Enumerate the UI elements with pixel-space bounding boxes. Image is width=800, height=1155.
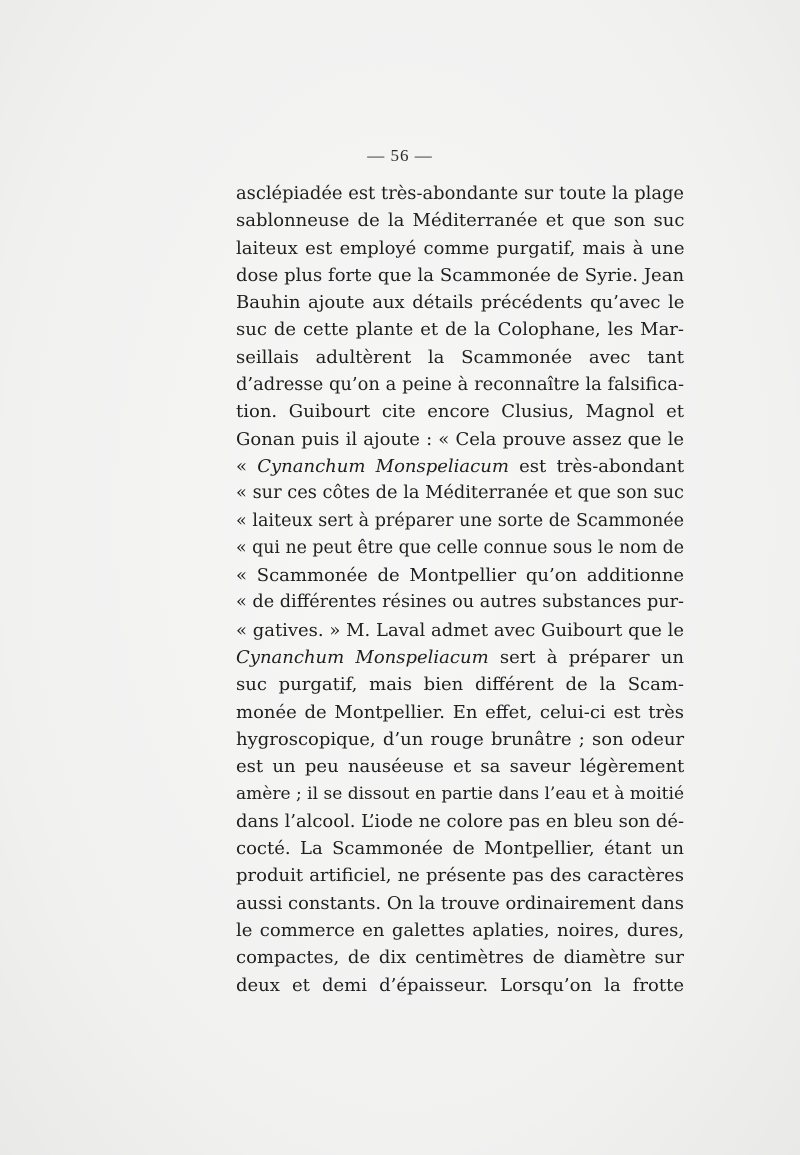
text-segment: le commerce en galettes aplaties, noires, dures, <box>236 920 685 942</box>
text-segment: Bauhin ajoute aux détails précédents qu’avec le <box>236 292 685 314</box>
text-line <box>236 944 684 971</box>
text-segment: aussi constants. On la trouve ordinairement dans <box>236 892 684 914</box>
text-line <box>236 808 684 835</box>
text-segment: compactes, de dix centimètres de diamètre sur <box>236 947 684 969</box>
text-line <box>236 890 684 917</box>
text-line <box>236 726 684 753</box>
text-segment: « Scammonée de Montpellier qu’on additionne <box>236 565 685 587</box>
text-line <box>236 835 684 862</box>
text-line <box>236 508 684 535</box>
text-line <box>236 426 684 453</box>
text-segment: monée de Montpellier. En effet, celui-ci est très <box>236 701 684 723</box>
text-line <box>236 235 684 262</box>
text-line <box>236 289 684 316</box>
text-segment: sert à préparer un <box>488 647 684 669</box>
text-segment: laiteux est employé comme purgatif, mais à une <box>236 237 685 259</box>
text-segment: deux et demi d’épaisseur. Lorsqu’on la frotte <box>236 974 684 996</box>
text-line <box>236 535 684 562</box>
text-line <box>236 617 684 644</box>
text-segment: seillais adultèrent la Scammonée avec tant <box>236 346 684 368</box>
text-line <box>236 371 684 398</box>
text-line <box>236 589 684 616</box>
text-segment: « laiteux sert à préparer une sorte de Scammonée <box>236 510 684 531</box>
text-line <box>236 671 684 698</box>
text-segment: Gonan puis il ajoute : « Cela prouve assez que le <box>236 428 684 450</box>
text-line <box>236 753 684 780</box>
text-segment: asclépiadée est très-abondante sur toute la plage <box>236 183 684 204</box>
text-line <box>236 316 684 343</box>
text-segment: suc purgatif, mais bien différent de la Scam- <box>236 674 684 696</box>
body-text <box>236 180 684 999</box>
text-segment: « <box>236 455 258 477</box>
text-segment: « sur ces côtes de la Méditerranée et que son suc <box>236 483 684 504</box>
text-segment: hygroscopique, d’un rouge brunâtre ; son odeur <box>236 728 685 750</box>
italic-text: Cynanchum Monspeliacum <box>236 647 489 669</box>
text-segment: cocté. La Scammonée de Montpellier, étant un <box>236 838 684 860</box>
text-segment: tion. Guibourt cite encore Clusius, Magnol et <box>236 401 684 423</box>
text-segment: dose plus forte que la Scammonée de Syrie. Jean <box>236 264 685 286</box>
text-line <box>236 562 684 589</box>
text-segment: sablonneuse de la Méditerranée et que son suc <box>236 210 685 232</box>
text-line <box>236 207 684 234</box>
text-segment: produit artificiel, ne présente pas des caractères <box>236 865 684 887</box>
text-segment: amère ; il se dissout en partie dans l’eau et à moitié <box>236 783 684 804</box>
text-line <box>236 344 684 371</box>
text-segment: dans l’alcool. L’iode ne colore pas en bleu son dé- <box>236 810 684 832</box>
italic-text: Cynanchum Monspeliacum <box>257 455 509 477</box>
text-segment: « gatives. » M. Laval admet avec Guibourt que le <box>236 619 684 641</box>
text-line <box>236 453 684 480</box>
text-line <box>236 699 684 726</box>
text-segment: est un peu nauséeuse et sa saveur légèrement <box>236 756 685 778</box>
text-line <box>236 480 684 507</box>
text-segment: « qui ne peut être que celle connue sous le nom de <box>236 537 684 558</box>
text-line <box>236 180 684 207</box>
text-segment: est très-abondant <box>508 455 685 477</box>
text-line <box>236 262 684 289</box>
text-segment: « de différentes résines ou autres substances pur- <box>236 592 684 613</box>
text-line <box>236 917 684 944</box>
text-line <box>236 781 684 808</box>
page-number: — 56 — <box>367 146 433 165</box>
text-line <box>236 644 684 671</box>
text-segment: suc de cette plante et de la Colophane, les Mar- <box>236 319 684 341</box>
text-line <box>236 398 684 425</box>
text-line <box>236 862 684 889</box>
text-segment: d’adresse qu’on a peine à reconnaître la falsifica- <box>236 374 684 396</box>
text-line <box>236 972 684 999</box>
